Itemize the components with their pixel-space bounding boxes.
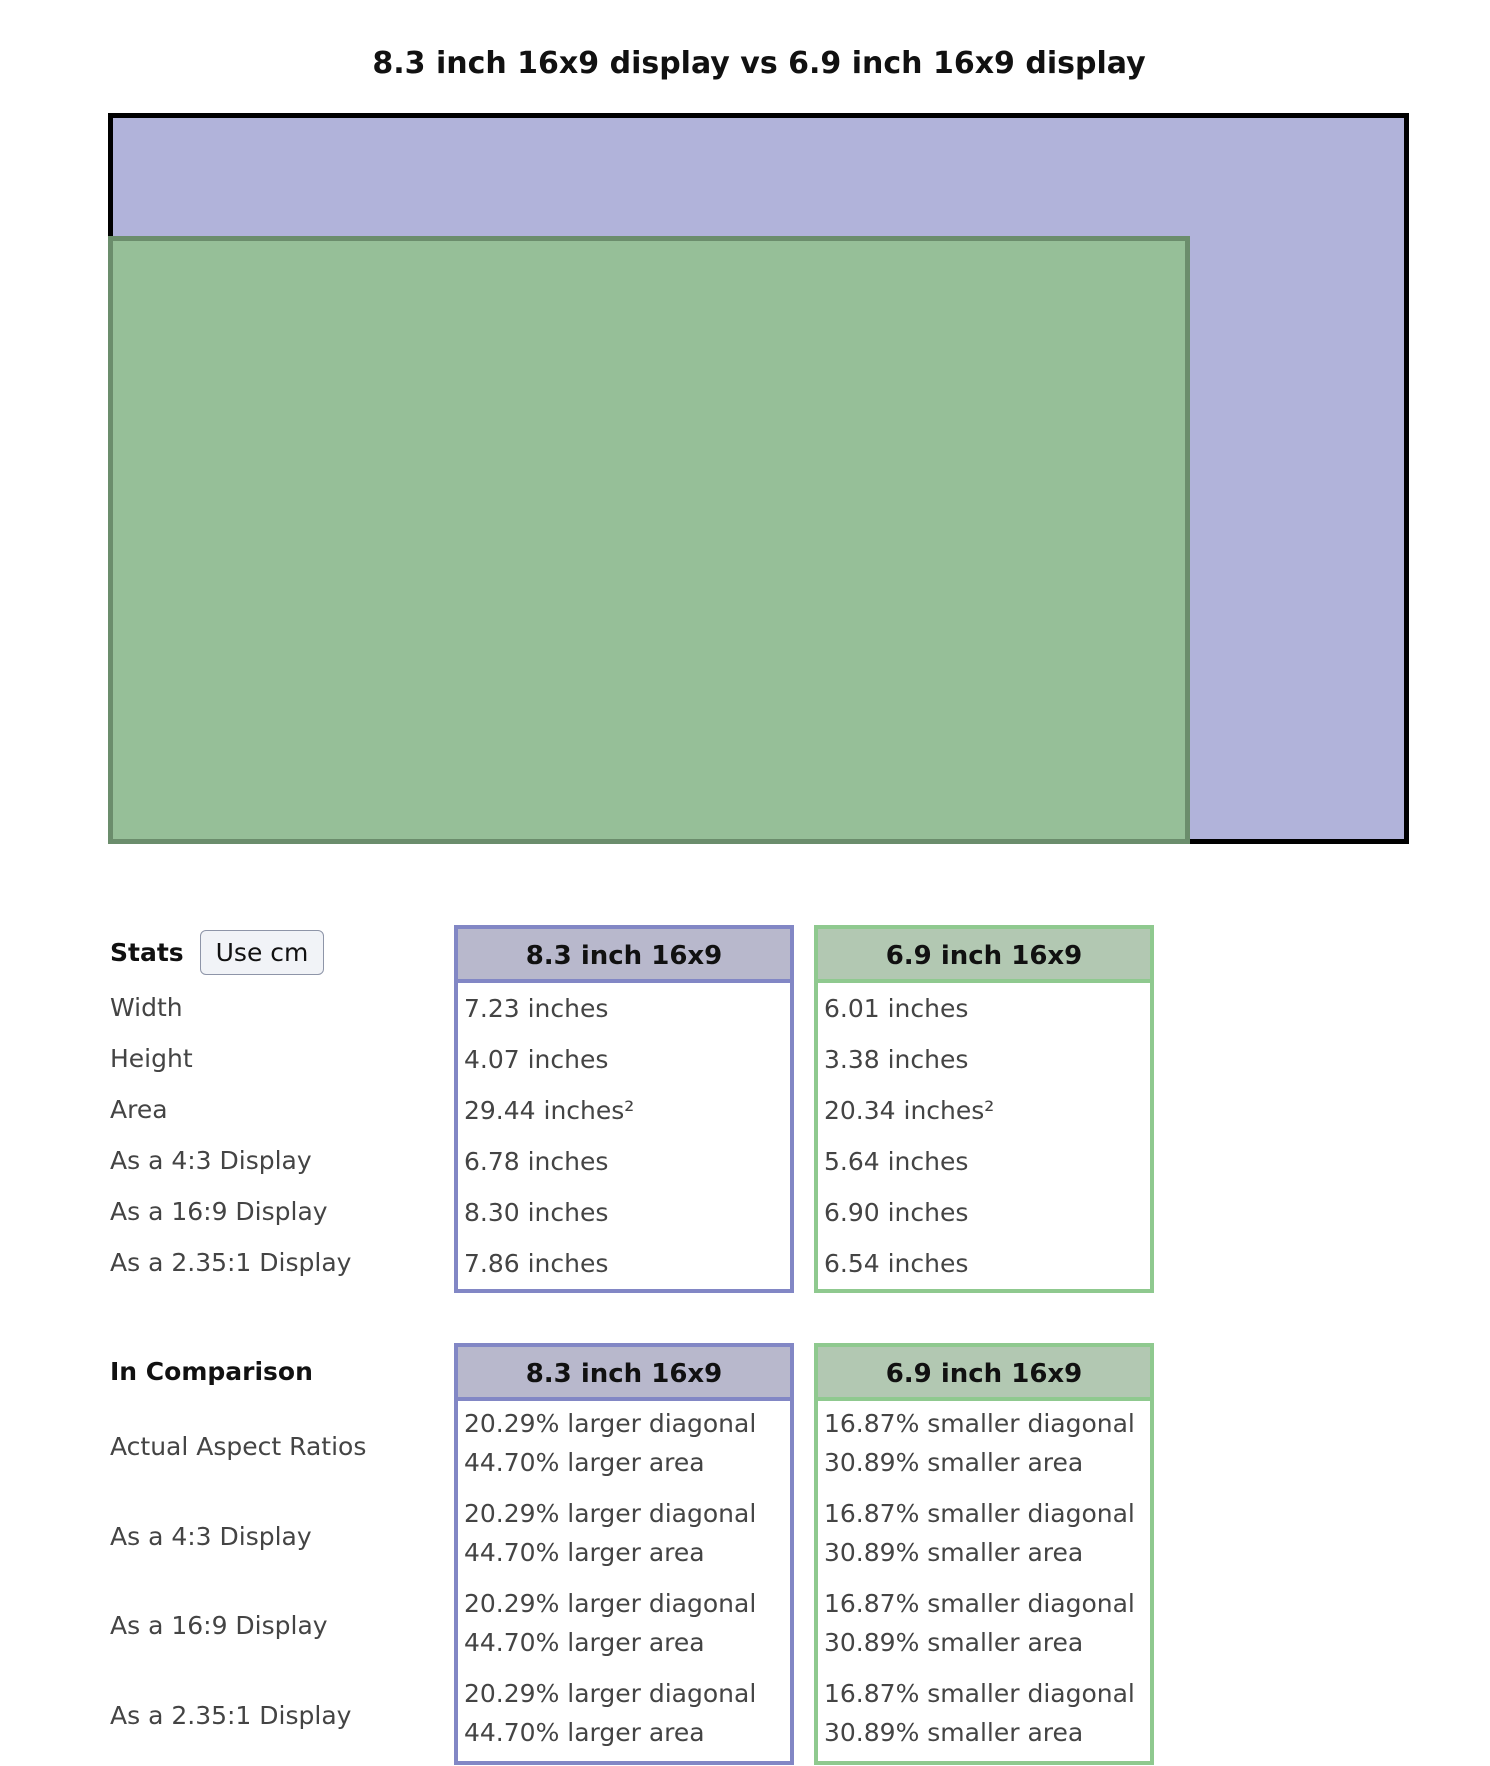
stats-label: As a 16:9 Display [110, 1197, 328, 1226]
area-comparison: 44.70% larger area [464, 1628, 705, 1657]
diagonal-comparison: 16.87% smaller diagonal [824, 1409, 1135, 1438]
comparison-column-display-b [814, 1343, 1154, 1765]
display-size-visualization [108, 113, 1409, 844]
stats-label: Width [110, 993, 183, 1022]
comparison-cell [458, 1671, 790, 1761]
comparison-cell [818, 1671, 1150, 1761]
use-cm-button[interactable]: Use cm [200, 930, 324, 975]
stat-value: 4.07 inches [464, 1045, 609, 1074]
column-header: 8.3 inch 16x9 [458, 929, 790, 983]
diagonal-comparison: 20.29% larger diagonal [464, 1409, 757, 1438]
column-header: 8.3 inch 16x9 [458, 1347, 790, 1401]
stats-label: As a 2.35:1 Display [110, 1248, 352, 1277]
stat-value: 7.86 inches [464, 1249, 609, 1278]
comparison-cell [818, 1401, 1150, 1491]
column-header: 6.9 inch 16x9 [818, 1347, 1150, 1401]
stat-value: 6.54 inches [824, 1249, 969, 1278]
stat-value: 6.90 inches [824, 1198, 969, 1227]
stat-value: 5.64 inches [824, 1147, 969, 1176]
stat-value: 3.38 inches [824, 1045, 969, 1074]
diagonal-comparison: 16.87% smaller diagonal [824, 1589, 1135, 1618]
diagonal-comparison: 20.29% larger diagonal [464, 1499, 757, 1528]
stat-value: 8.30 inches [464, 1198, 609, 1227]
area-comparison: 44.70% larger area [464, 1448, 705, 1477]
comparison-label: As a 2.35:1 Display [110, 1701, 352, 1730]
area-comparison: 30.89% smaller area [824, 1538, 1084, 1567]
stat-value: 6.01 inches [824, 994, 969, 1023]
comparison-cell [458, 1401, 790, 1491]
column-header: 6.9 inch 16x9 [818, 929, 1150, 983]
diagonal-comparison: 16.87% smaller diagonal [824, 1679, 1135, 1708]
comparison-label: As a 4:3 Display [110, 1522, 312, 1551]
area-comparison: 30.89% smaller area [824, 1448, 1084, 1477]
stat-value: 29.44 inches² [464, 1096, 635, 1125]
stats-label: Area [110, 1095, 168, 1124]
stats-column-display-b [814, 925, 1154, 1293]
comparison-cell [458, 1581, 790, 1671]
display-b-rectangle [108, 236, 1190, 844]
stat-value: 6.78 inches [464, 1147, 609, 1176]
stats-column-display-a [454, 925, 794, 1293]
comparison-heading: In Comparison [110, 1357, 313, 1386]
comparison-label: As a 16:9 Display [110, 1611, 328, 1640]
page-title: 8.3 inch 16x9 display vs 6.9 inch 16x9 display [372, 46, 1146, 81]
comparison-label: Actual Aspect Ratios [110, 1432, 367, 1461]
area-comparison: 30.89% smaller area [824, 1628, 1084, 1657]
stat-value: 20.34 inches² [824, 1096, 995, 1125]
diagonal-comparison: 16.87% smaller diagonal [824, 1499, 1135, 1528]
diagonal-comparison: 20.29% larger diagonal [464, 1589, 757, 1618]
comparison-cell [818, 1491, 1150, 1581]
comparison-cell [818, 1581, 1150, 1671]
area-comparison: 44.70% larger area [464, 1718, 705, 1747]
area-comparison: 44.70% larger area [464, 1538, 705, 1567]
stats-label: Height [110, 1044, 193, 1073]
diagonal-comparison: 20.29% larger diagonal [464, 1679, 757, 1708]
stats-label: As a 4:3 Display [110, 1146, 312, 1175]
area-comparison: 30.89% smaller area [824, 1718, 1084, 1747]
stat-value: 7.23 inches [464, 994, 609, 1023]
comparison-column-display-a [454, 1343, 794, 1765]
stats-heading: Stats [110, 938, 184, 967]
comparison-cell [458, 1491, 790, 1581]
